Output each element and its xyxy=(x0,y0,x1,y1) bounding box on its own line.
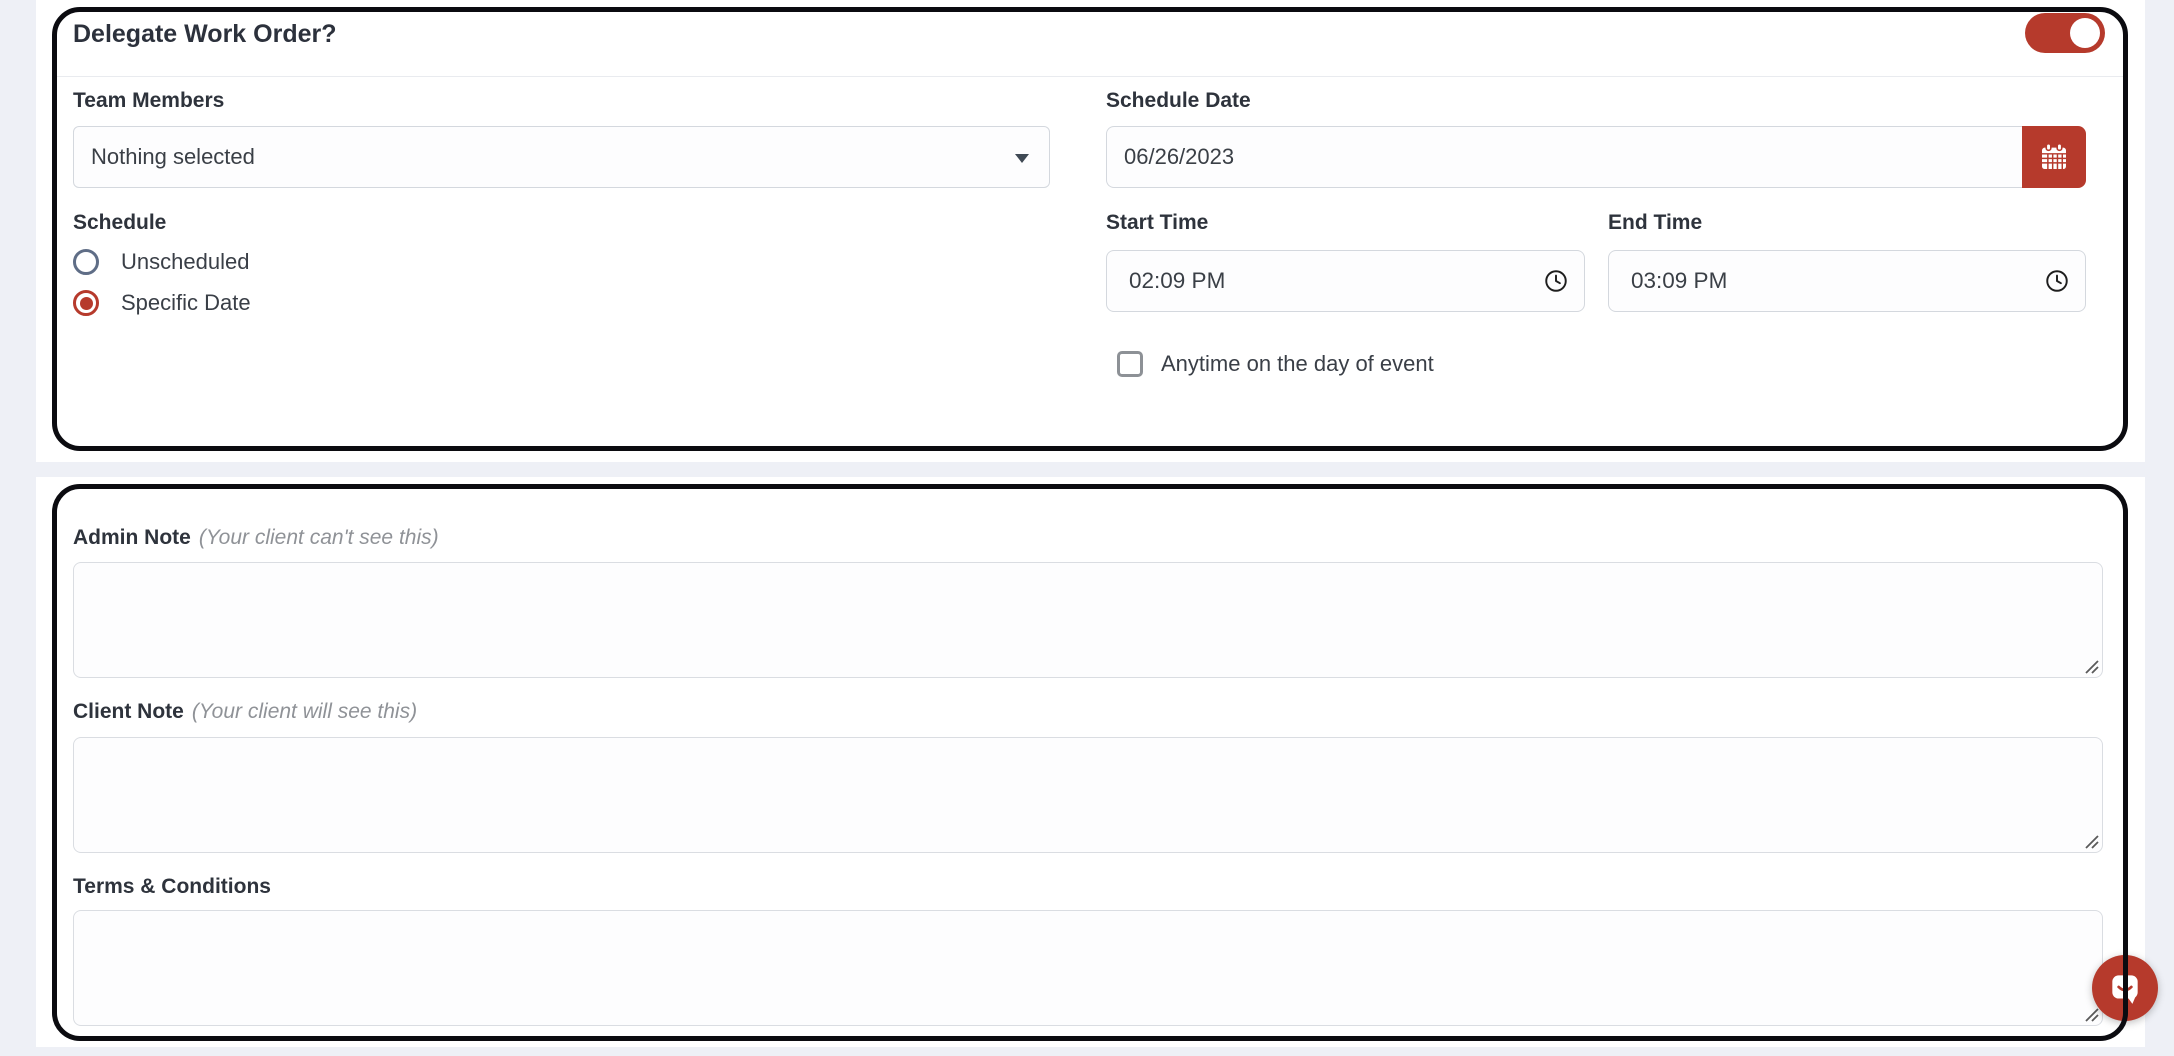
chevron-down-icon xyxy=(1015,154,1029,163)
team-members-label: Team Members xyxy=(73,89,225,112)
clock-icon xyxy=(1543,268,1569,294)
terms-label: Terms & Conditions xyxy=(73,875,271,898)
start-time-label: Start Time xyxy=(1106,211,1209,234)
end-time-label: End Time xyxy=(1608,211,1703,234)
admin-note-label: Admin Note (Your client can't see this) xyxy=(73,526,439,549)
delegate-toggle[interactable] xyxy=(2025,13,2105,53)
anytime-checkbox-label: Anytime on the day of event xyxy=(1161,351,1434,376)
delegate-card-title: Delegate Work Order? xyxy=(73,20,337,48)
schedule-date-label: Schedule Date xyxy=(1106,89,1251,112)
admin-note-hint: (Your client can't see this) xyxy=(198,526,439,549)
client-note-label: Client Note (Your client will see this) xyxy=(73,700,418,723)
radio-specific-date[interactable]: Specific Date xyxy=(73,288,251,318)
clock-icon xyxy=(2044,268,2070,294)
client-note-field xyxy=(73,737,2103,853)
calendar-button[interactable] xyxy=(2022,126,2086,188)
delegate-panel xyxy=(36,0,2145,462)
schedule-radio-group xyxy=(73,247,251,318)
end-time-field xyxy=(1608,250,2086,312)
anytime-checkbox-row[interactable] xyxy=(1117,351,1434,377)
end-time-input[interactable] xyxy=(1608,250,2086,312)
team-members-selected-value: Nothing selected xyxy=(91,144,255,169)
radio-circle-unselected xyxy=(73,249,99,275)
terms-textarea[interactable] xyxy=(73,910,2103,1026)
client-note-textarea[interactable] xyxy=(73,737,2103,853)
terms-field xyxy=(73,910,2103,1026)
start-time-field xyxy=(1106,250,1585,312)
anytime-checkbox[interactable] xyxy=(1117,351,1143,377)
header-divider xyxy=(57,76,2123,77)
radio-unscheduled[interactable]: Unscheduled xyxy=(73,247,251,277)
admin-note-textarea[interactable] xyxy=(73,562,2103,678)
start-time-input[interactable] xyxy=(1106,250,1585,312)
calendar-icon xyxy=(2038,141,2070,173)
client-note-hint: (Your client will see this) xyxy=(191,700,418,723)
admin-note-field xyxy=(73,562,2103,678)
schedule-date-input[interactable] xyxy=(1106,126,2022,188)
toggle-knob xyxy=(2070,18,2100,48)
chat-launcher-button[interactable] xyxy=(2092,955,2158,1021)
schedule-date-group xyxy=(1106,126,2086,188)
chat-bubble-icon xyxy=(2106,969,2144,1007)
schedule-label: Schedule xyxy=(73,211,167,234)
team-members-select[interactable] xyxy=(73,126,1050,188)
radio-circle-selected xyxy=(73,290,99,316)
